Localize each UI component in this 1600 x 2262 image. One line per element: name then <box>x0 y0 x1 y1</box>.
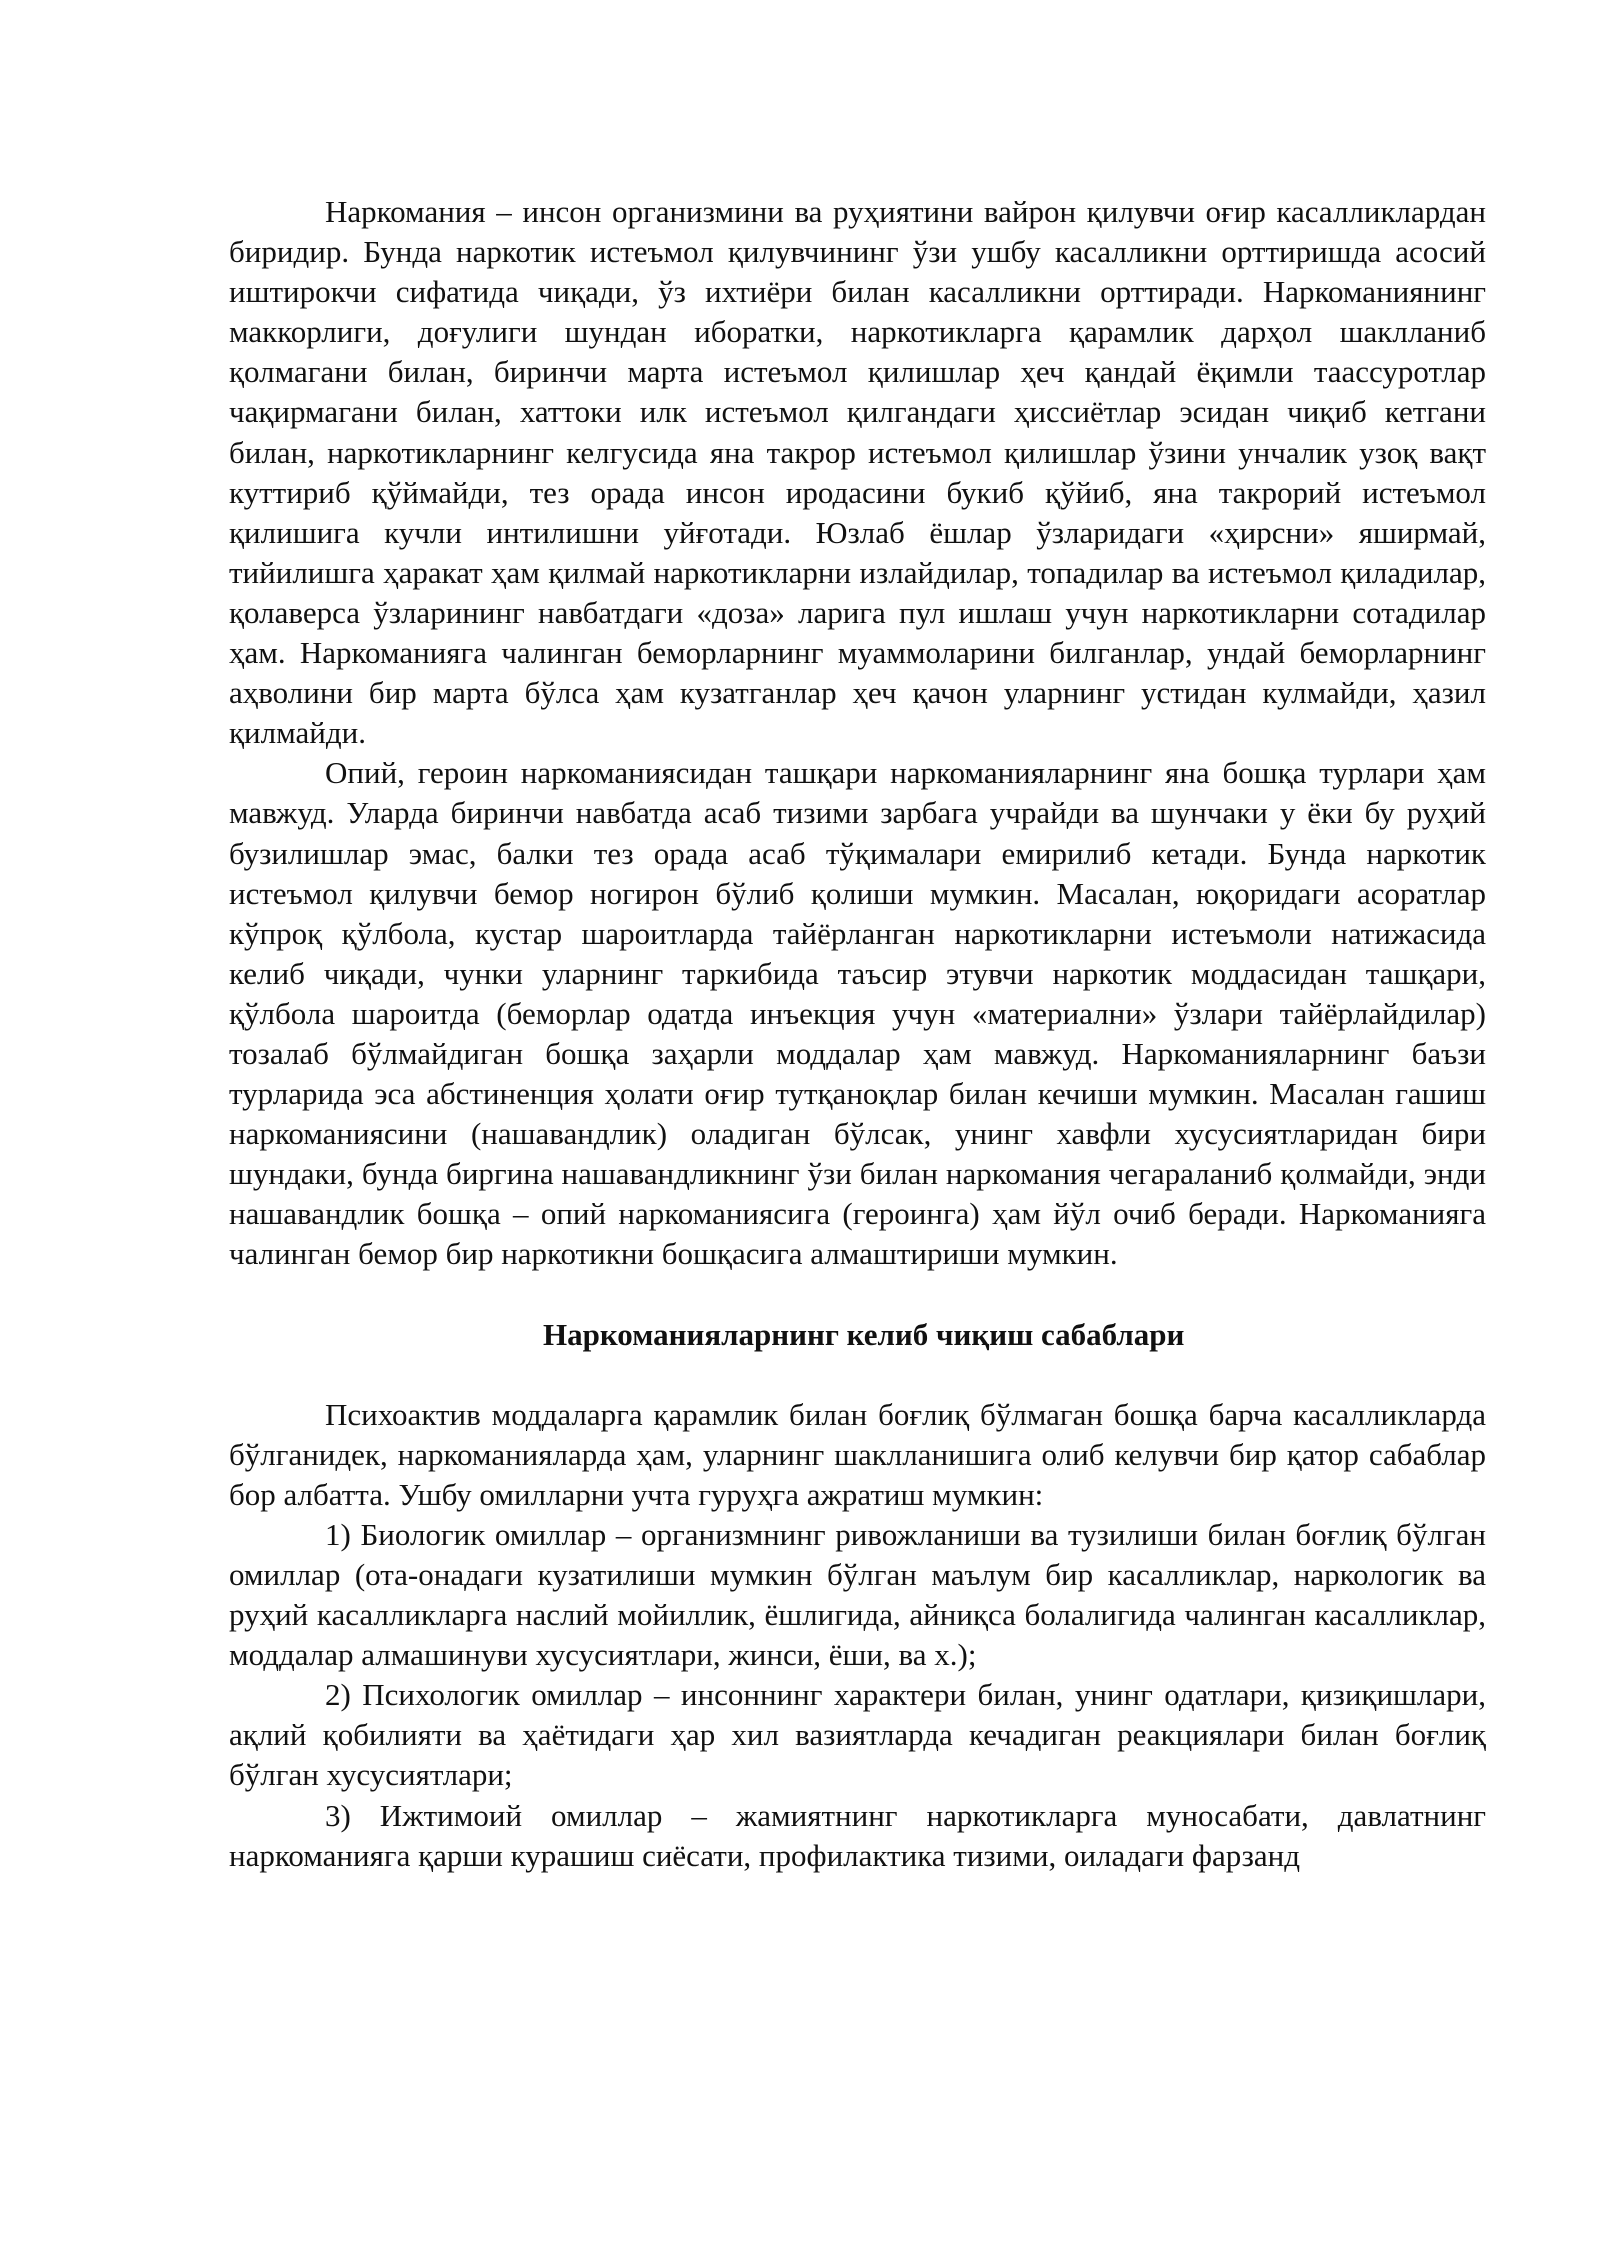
paragraph-social: 3) Ижтимоий омиллар – жамиятнинг наркотикларга муносабати, давлатнинг наркоманияга қарши курашиш сиёсати, профилактика тизими, оиладаги фарзанд <box>229 1797 1486 1873</box>
document-page <box>229 192 1486 1876</box>
paragraph-biological: 1) Биологик омиллар – организмнинг ривожланиши ва тузилиши билан боғлиқ бўлган омиллар (ота-онадаги кузатилиши мумкин бўлган маълум бир касалликлар, наркологик ва руҳий касалликларга наслий мойиллик, ёшлигида, айниқса болалигида чалинган касалликлар, моддалар алмашинуви хусусиятлари, жинси, ёши, ва х.); <box>229 1516 1486 1673</box>
paragraph-psychological: 2) Психологик омиллар – инсоннинг характери билан, унинг одатлари, қизиқишлари, ақлий қобилияти ва ҳаётидаги ҳар хил вазиятларда кечадиган реакциялари билан боғлиқ бўлган хусусиятлари; <box>229 1677 1486 1793</box>
paragraph-types: Опий, героин наркоманиясидан ташқари наркоманияларнинг яна бошқа турлари ҳам мавжуд. Уларда биринчи навбатда асаб тизими зарбага учрайди ва шунчаки у ёки бу руҳий бузилишлар эмас, балки тез орада асаб тўқималари емирилиб кетади. Бунда наркотик истеъмол қилувчи бемор ногирон бўлиб қолиши мумкин. Масалан, юқоридаги асоратлар кўпроқ қўлбола, кустар шароитларда тайёрланган наркотикларни истеъмоли натижасида келиб чиқади, чунки уларнинг таркибида таъсир этувчи наркотик моддасидан ташқари, қўлбола шароитда (беморлар одатда инъекция учун «материални» ўзлари тайёрлайдилар) тозалаб бўлмайдиган бошқа заҳарли моддалар ҳам мавжуд. Наркоманияларнинг баъзи турларида эса абстиненция ҳолати оғир тутқаноқлар билан кечиши мумкин. Масалан гашиш наркоманиясини (нашавандлик) оладиган бўлсак, унинг хавфли хусусиятларидан бири шундаки, бунда биргина нашавандликнинг ўзи билан наркомания чегараланиб қолмайди, энди нашавандлик бошқа – опий наркоманиясига (героинга) ҳам йўл очиб беради. Наркоманияга чалинган бемор бир наркотикни бошқасига алмаштириши мумкин. <box>229 755 1486 1272</box>
paragraph-causes: Психоактив моддаларга қарамлик билан боғлиқ бўлмаган бошқа барча касалликларда бўлганидек, наркоманияларда ҳам, уларнинг шаклланишига олиб келувчи бир қатор сабаблар бор албатта. Ушбу омилларни учта гуруҳга ажратиш мумкин: <box>229 1396 1486 1512</box>
section-heading: Наркоманияларнинг келиб чиқиш сабаблари <box>543 1316 1185 1352</box>
paragraph-intro: Наркомания – инсон организмини ва руҳиятини вайрон қилувчи оғир касалликлардан биридир. Бунда наркотик истеъмол қилувчининг ўзи ушбу касалликни орттиришда асосий иштирокчи сифатида чиқади, ўз ихтиёри билан касалликни орттиради. Наркоманиянинг маккорлиги, доғулиги шундан иборатки, наркотикларга қарамлик дарҳол шаклланиб қолмагани билан, биринчи марта истеъмол қилишлар ҳеч қандай ёқимли таассуротлар чақирмагани билан, хаттоки илк истеъмол қилгандаги ҳиссиётлар эсидан чиқиб кетгани билан, наркотикларнинг келгусида яна такрор истеъмол қилишлар ўзини унчалик узоқ вақт куттириб қўймайди, тез орада инсон иродасини букиб қўйиб, яна такрорий истеъмол қилишига кучли интилишни уйғотади. Юзлаб ёшлар ўзларидаги «ҳирсни» яширмай, тийилишга ҳаракат ҳам қилмай наркотикларни излайдилар, топадилар ва истеъмол қиладилар, қолаверса ўзларининг навбатдаги «доза» ларига пул ишлаш учун наркотикларни сотадилар ҳам. Наркоманияга чалинган беморларнинг муаммоларини билганлар, ундай беморларнинг аҳволини бир марта бўлса ҳам кузатганлар ҳеч қачон уларнинг устидан кулмайди, ҳазил қилмайди. <box>229 194 1486 751</box>
